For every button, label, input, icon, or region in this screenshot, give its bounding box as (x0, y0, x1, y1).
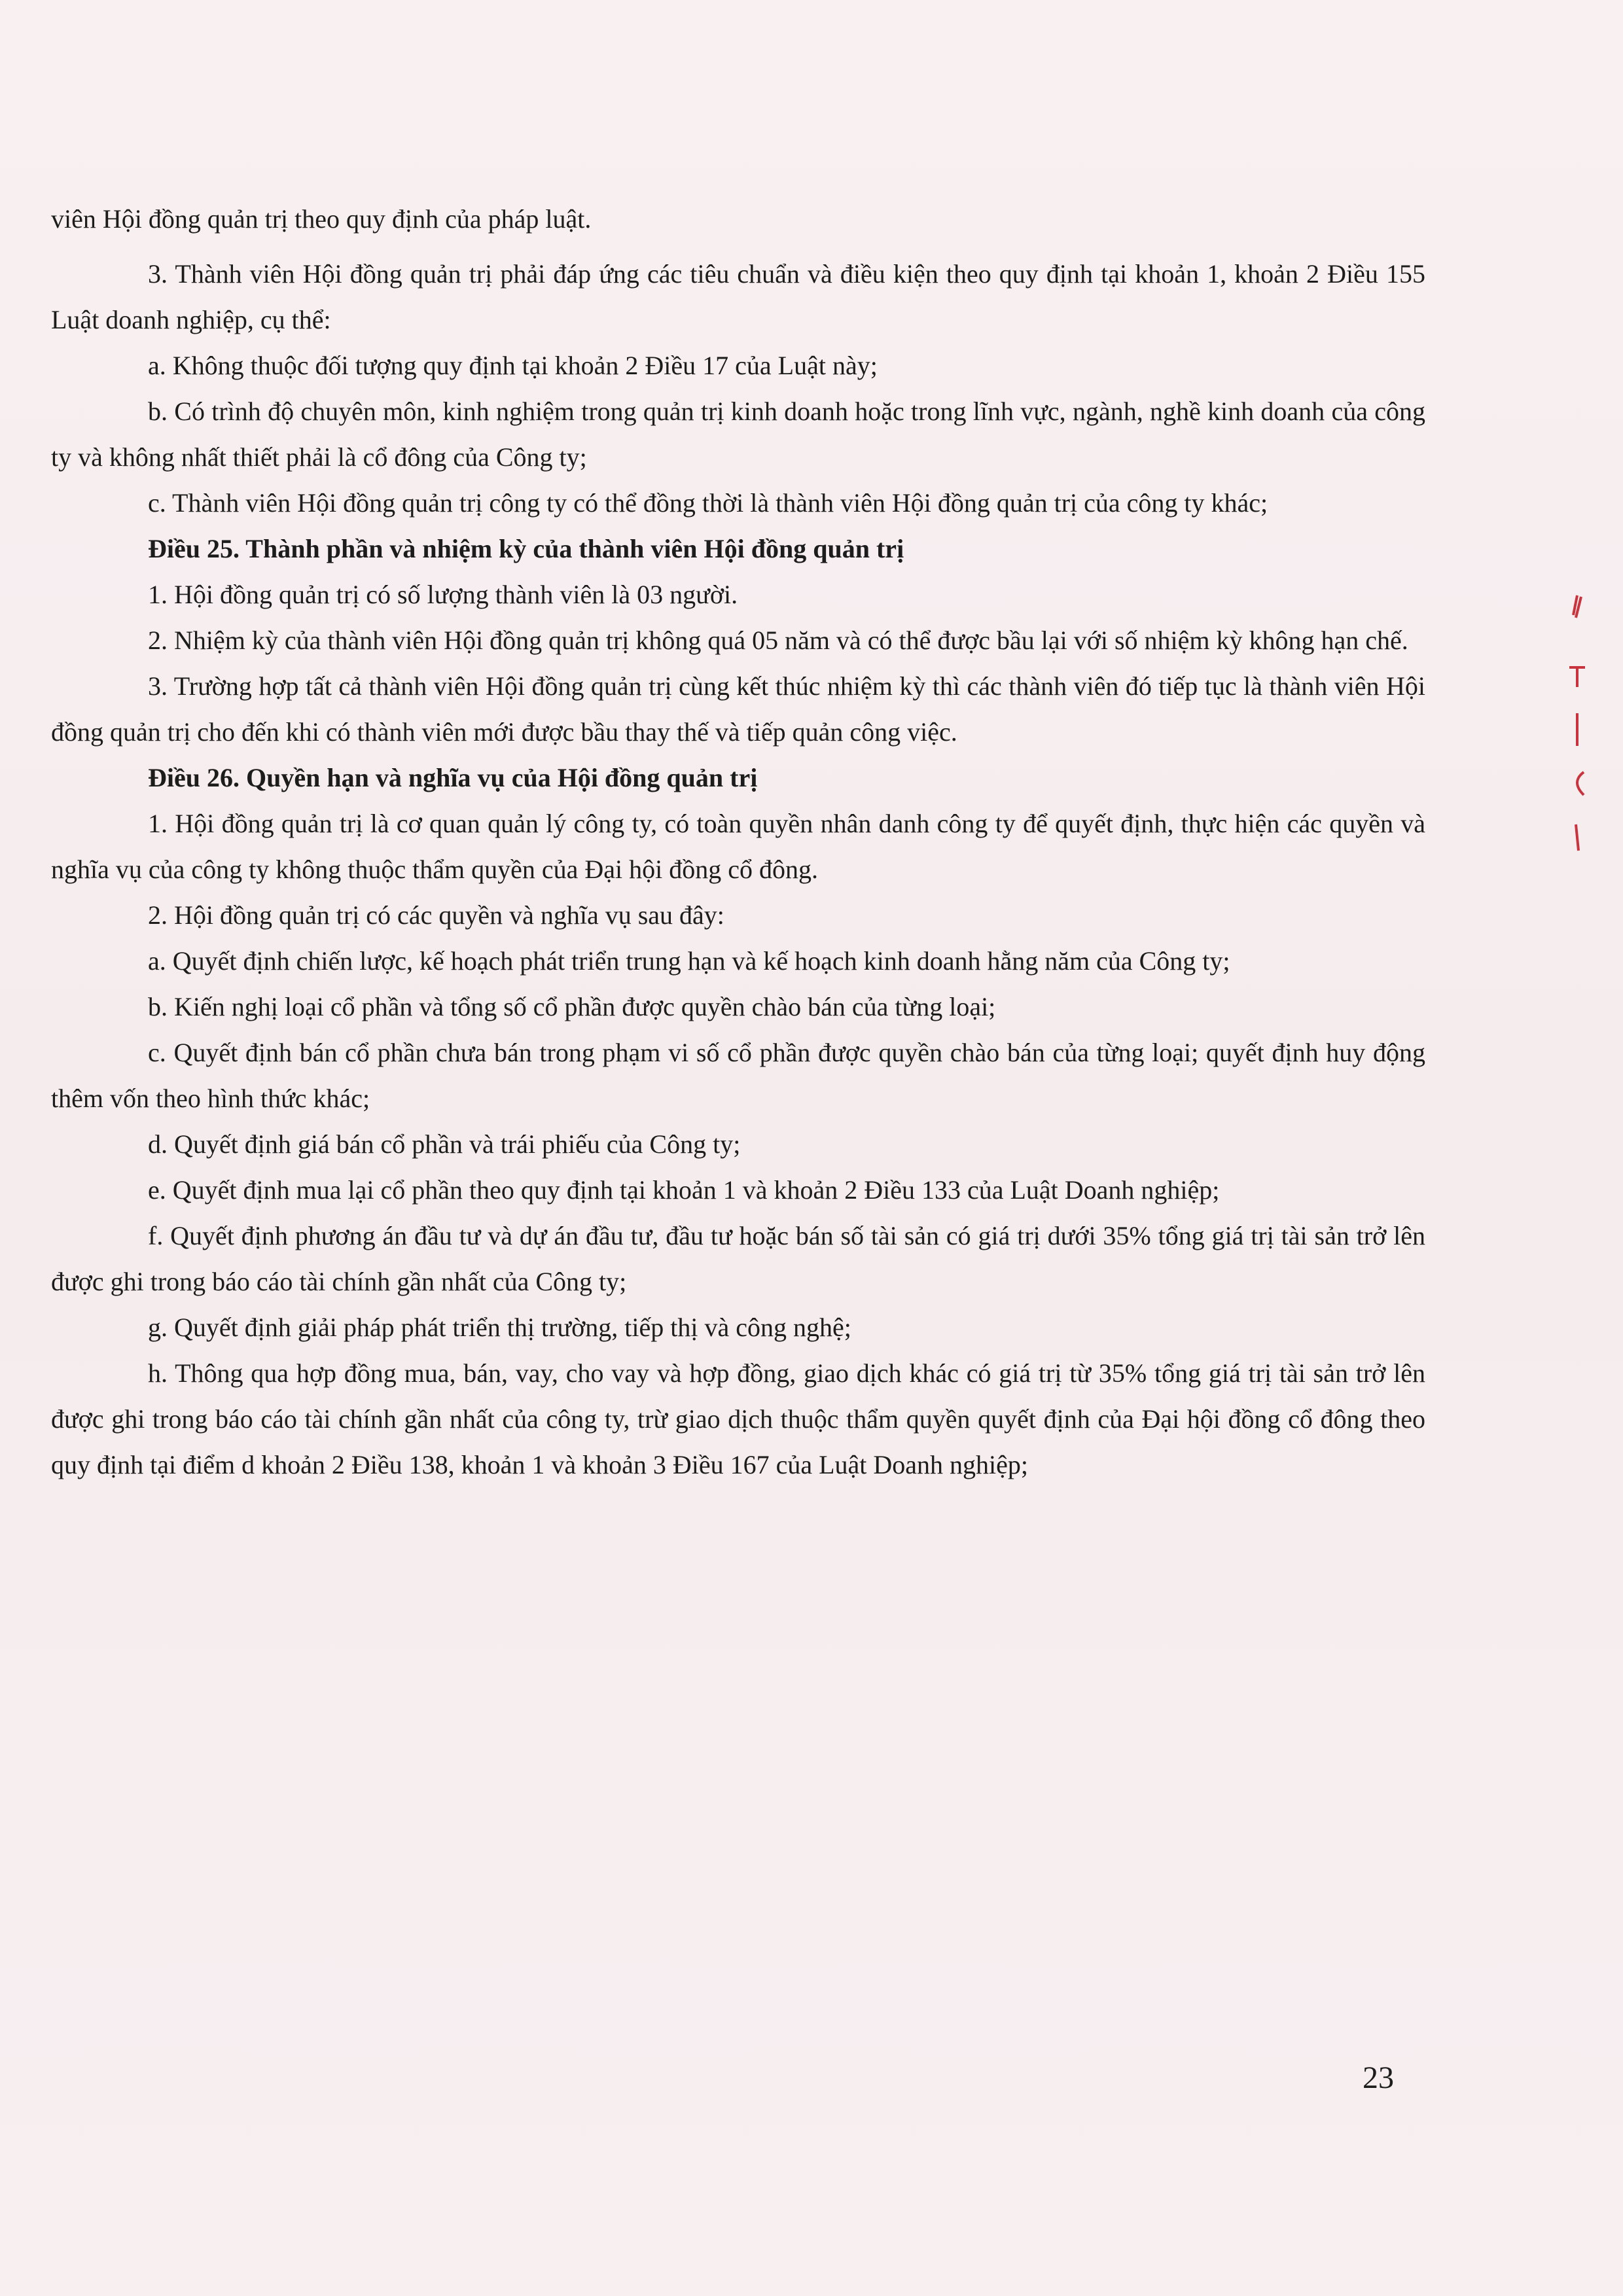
article-25-clause-2: 2. Nhiệm kỳ của thành viên Hội đồng quản trị không quá 05 năm và có thể được bầu lại với số nhiệm kỳ không hạn chế. (148, 626, 1408, 655)
paragraph-item-b: b. Có trình độ chuyên môn, kinh nghiệm trong quản trị kinh doanh hoặc trong lĩnh vực, ngành, nghề kinh doanh của công ty và không nhất thiết phải là cổ đông của Công ty; (51, 397, 1425, 472)
article-26-heading: Điều 26. Quyền hạn và nghĩa vụ của Hội đồng quản trị (148, 763, 758, 792)
article-26-item-f: f. Quyết định phương án đầu tư và dự án đầu tư, đầu tư hoặc bán số tài sản có giá trị dưới 35% tổng giá trị tài sản trở lên được ghi trong báo cáo tài chính gần nhất của Công ty; (51, 1221, 1425, 1296)
article-26-clause-1: 1. Hội đồng quản trị là cơ quan quản lý công ty, có toàn quyền nhân danh công ty để quyết định, thực hiện các quyền và nghĩa vụ của công ty không thuộc thẩm quyền của Đại hội đồng cổ đông. (51, 809, 1425, 884)
stamp-fragment-icon (1564, 589, 1590, 877)
article-26-item-g: g. Quyết định giải pháp phát triển thị trường, tiếp thị và công nghệ; (148, 1313, 851, 1342)
paragraph-continuation: viên Hội đồng quản trị theo quy định của pháp luật. (51, 204, 592, 234)
article-25-clause-3: 3. Trường hợp tất cả thành viên Hội đồng quản trị cùng kết thúc nhiệm kỳ thì các thành viên đó tiếp tục là thành viên Hội đồng quản trị cho đến khi có thành viên mới được bầu thay thế và tiếp quản công việc. (51, 671, 1425, 747)
article-26-item-c: c. Quyết định bán cổ phần chưa bán trong phạm vi số cổ phần được quyền chào bán của từng loại; quyết định huy động thêm vốn theo hình thức khác; (51, 1038, 1425, 1113)
page-number: 23 (1363, 2060, 1394, 2095)
article-26-item-a: a. Quyết định chiến lược, kế hoạch phát triển trung hạn và kế hoạch kinh doanh hằng năm của Công ty; (148, 946, 1230, 976)
paragraph-clause-3: 3. Thành viên Hội đồng quản trị phải đáp ứng các tiêu chuẩn và điều kiện theo quy định tại khoản 1, khoản 2 Điều 155 Luật doanh nghiệp, cụ thể: (51, 259, 1425, 334)
article-26-clause-2: 2. Hội đồng quản trị có các quyền và nghĩa vụ sau đây: (148, 900, 724, 930)
article-26-item-d: d. Quyết định giá bán cổ phần và trái phiếu của Công ty; (148, 1129, 741, 1159)
article-26-item-h: h. Thông qua hợp đồng mua, bán, vay, cho vay và hợp đồng, giao dịch khác có giá trị từ 35% tổng giá trị tài sản trở lên được ghi trong báo cáo tài chính gần nhất của công ty, trừ giao dịch thuộc thẩm quyền quyết định của Đại hội đồng cổ đông theo quy định tại điểm d khoản 2 Điều 138, khoản 1 và khoản 3 Điều 167 của Luật Doanh nghiệp; (51, 1358, 1425, 1479)
paragraph-item-c: c. Thành viên Hội đồng quản trị công ty có thể đồng thời là thành viên Hội đồng quản trị của công ty khác; (148, 488, 1268, 518)
article-25-clause-1: 1. Hội đồng quản trị có số lượng thành viên là 03 người. (148, 580, 738, 609)
document-body (51, 196, 1425, 1488)
red-stamp-edge-mark (1561, 589, 1594, 894)
article-26-item-b: b. Kiến nghị loại cổ phần và tổng số cổ phần được quyền chào bán của từng loại; (148, 992, 996, 1021)
article-26-item-e: e. Quyết định mua lại cổ phần theo quy định tại khoản 1 và khoản 2 Điều 133 của Luật Doanh nghiệp; (148, 1175, 1220, 1205)
article-25-heading: Điều 25. Thành phần và nhiệm kỳ của thành viên Hội đồng quản trị (148, 534, 904, 563)
paragraph-item-a: a. Không thuộc đối tượng quy định tại khoản 2 Điều 17 của Luật này; (148, 351, 878, 380)
